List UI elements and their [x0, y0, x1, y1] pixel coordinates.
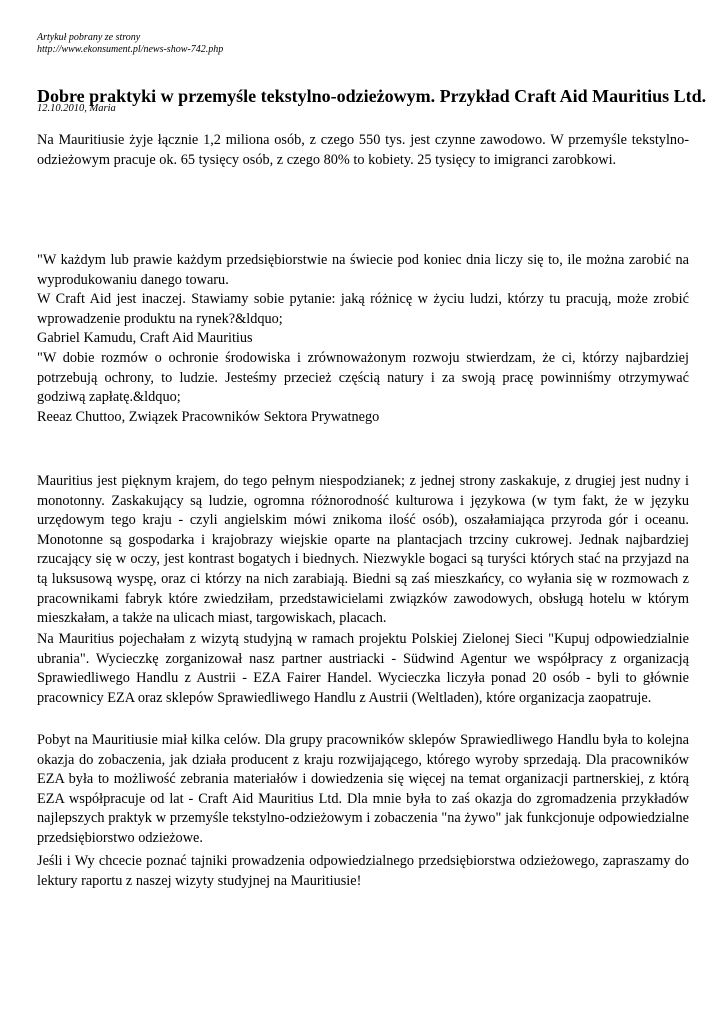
quote-kamudu-line-2: W Craft Aid jest inaczej. Stawiamy sobie pytanie: jaką różnicę w życiu ludzi, którzy tu pracują, może zrobić wprowadzenie produktu na rynek?&ldquo; — [37, 291, 689, 327]
source-label: Artykuł pobrany ze strony — [37, 32, 141, 43]
paragraph-study-visit: Na Mauritius pojechałam z wizytą studyjną w ramach projektu Polskiej Zielonej Sieci "Kupuj odpowiedzialnie ubrania". Wycieczkę zorganizował nasz partner austriacki - Südwind Agentur we współpracy z organizacją Sprawiedliwego Handlu z Austrii - EZA Fairer Handel. Wycieczka liczyła ponad 20 osób - byli to głównie pracownicy EZA oraz sklepów Sprawiedliwego Handlu z Austrii (Weltladen), które organizacja zaopatruje. — [37, 631, 689, 706]
quote-kamudu-line-1: "W każdym lub prawie każdym przedsiębiorstwie na świecie pod koniec dnia liczy się to, ile można zarobić na wyprodukowaniu danego towaru. — [37, 252, 689, 288]
paragraph-invitation: Jeśli i Wy chcecie poznać tajniki prowadzenia odpowiedzialnego przedsiębiorstwa odzieżowego, zapraszamy do lektury raportu z naszej wizyty studyjnej na Mauritiusie! — [37, 853, 689, 889]
quote-kamudu — [37, 251, 689, 349]
source-url: http://www.ekonsument.pl/news-show-742.php — [37, 44, 224, 55]
intro-paragraph: Na Mauritiusie żyje łącznie 1,2 miliona osób, z czego 550 tys. jest czynne zawodowo. W przemyśle tekstylno-odzieżowym pracuje ok. 65 tysięcy osób, z czego 80% to kobiety. 25 tysięcy to imigranci zarobkowi. — [37, 132, 689, 168]
paragraph-goals: Pobyt na Mauritiusie miał kilka celów. Dla grupy pracowników sklepów Sprawiedliwego Handlu była to kolejna okazja do zobaczenia, jak działa producent z kraju rozwijającego, którego wyroby sprzedają. Dla pracowników EZA była to możliwość zebrania materiałów i dowiedzenia się więcej na temat organizacji partnerskiej, z którą EZA współpracuje od lat - Craft Aid Mauritius Ltd. Dla mnie była to zaś okazja do zgromadzenia przykładów najlepszych praktyk w przemyśle tekstylno-odzieżowym i zobaczenia "na żywo" jak funkcjonuje odpowiedzialne przedsiębiorstwo odzieżowe. — [37, 732, 689, 846]
article-meta: 12.10.2010, Maria — [37, 103, 116, 114]
quote-chuttoo-text: "W dobie rozmów o ochronie środowiska i zrównoważonym rozwoju stwierdzam, że ci, którzy najbardziej potrzebują ochrony, to ludzie. Jesteśmy przecież częścią natury i za swoją pracę powinniśmy otrzymywać godziwą zapłatę.&ldquo; — [37, 350, 689, 406]
quote-chuttoo — [37, 349, 689, 427]
quote-chuttoo-author: Reeaz Chuttoo, Związek Pracowników Sektora Prywatnego — [37, 408, 380, 425]
document-page — [37, 32, 707, 889]
paragraph-mauritius: Mauritius jest pięknym krajem, do tego pełnym niespodzianek; z jednej strony zaskakuje, z drugiej jest nudny i monotonny. Zaskakujący są ludzie, ogromna różnorodność kulturowa i językowa (w tym fakt, że w języku urzędowym tego kraju - czyli angielskim mówi znikoma ilość osób), oszałamiająca przyroda gór i oceanu. Monotonne są gospodarka i krajobrazy wiejskie oparte na plantacjach trzciny cukrowej. Jednak najbardziej rzucający się w oczy, jest kontrast bogatych i biednych. Niezwykle bogaci są turyści których stać na przyjazd na tą luksusową wyspę, oraz ci którzy na nich zarabiają. Biedni są zaś mieszkańcy, co wyłania się w rozmowach z pracownikami fabryk które zwiedziłam, przedstawicielami związków zawodowych, obsługą hotelu w którym mieszkałam, a także na ulicach miast, targowiskach, placach. — [37, 473, 689, 627]
source-block — [37, 32, 689, 56]
article-title: Dobre praktyki w przemyśle tekstylno-odzieżowym. Przykład Craft Aid Mauritius Ltd. — [37, 86, 707, 106]
quote-kamudu-author: Gabriel Kamudu, Craft Aid Mauritius — [37, 330, 253, 347]
